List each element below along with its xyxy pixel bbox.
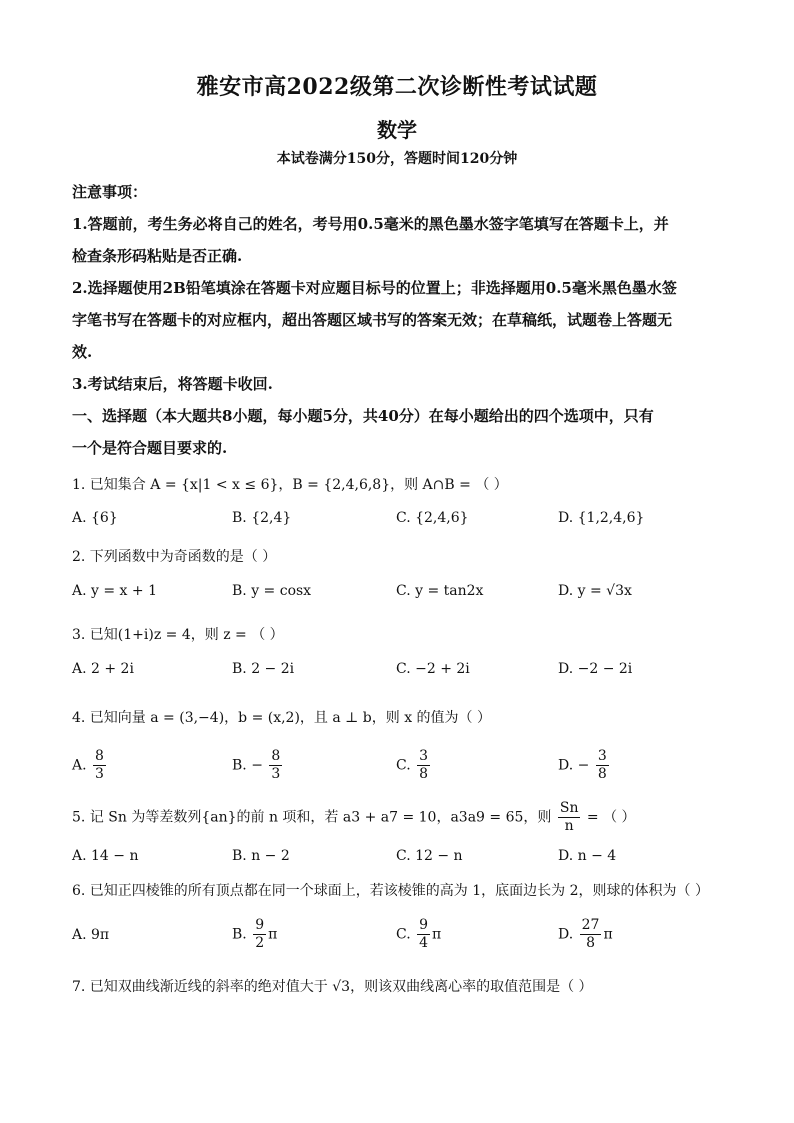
question-3-stem: 3. 已知(1+i)z = 4，则 z = （ ） bbox=[72, 627, 284, 643]
numerator: 3 bbox=[419, 748, 429, 764]
option-a: A. {6} bbox=[72, 510, 118, 526]
numerator: 27 bbox=[581, 917, 600, 933]
numerator: 9 bbox=[255, 917, 265, 933]
question-6-stem: 6. 已知正四棱锥的所有顶点都在同一个球面上，若该棱锥的高为 1，底面边长为 2，则球的体积为（ ） bbox=[72, 883, 709, 899]
option-a: A. 2 + 2i bbox=[72, 661, 134, 677]
option-c bbox=[396, 748, 432, 783]
note-line: 效. bbox=[72, 343, 93, 361]
denominator: 8 bbox=[586, 935, 596, 951]
option-c: C. y = tan2x bbox=[396, 583, 484, 599]
pi-symbol: π bbox=[268, 926, 278, 943]
fraction bbox=[596, 748, 609, 783]
notes-heading: 注意事项： bbox=[72, 183, 148, 201]
option-d: D. y = √3x bbox=[558, 583, 632, 599]
option-c: C. {2,4,6} bbox=[396, 510, 469, 526]
question-2-stem: 2. 下列函数中为奇函数的是（ ） bbox=[72, 549, 277, 565]
option-d: D. −2 − 2i bbox=[558, 661, 633, 677]
denominator: 4 bbox=[419, 935, 429, 951]
option-value: 9π bbox=[91, 927, 110, 943]
option-label: A. bbox=[72, 927, 87, 943]
question-1-stem: 1. 已知集合 A = {x|1 < x ≤ 6}，B = {2,4,6,8}，则 A∩B = （ ） bbox=[72, 477, 508, 493]
option-label: D. bbox=[558, 926, 574, 943]
option-d: D. n − 4 bbox=[558, 848, 617, 864]
denominator: 3 bbox=[271, 766, 281, 782]
denominator: 8 bbox=[597, 766, 607, 782]
option-label: D. bbox=[558, 757, 574, 774]
option-a bbox=[72, 748, 108, 783]
note-line: 2.选择题使用2B铅笔填涂在答题卡对应题目标号的位置上；非选择题用0.5毫米黑色墨水签 bbox=[72, 279, 677, 297]
option-label: C. bbox=[396, 926, 411, 943]
numerator: Sn bbox=[559, 800, 579, 816]
stem-text-end: = （ ） bbox=[586, 809, 636, 826]
question-4-stem: 4. 已知向量 a = (3,−4)，b = (x,2)，且 a ⊥ b，则 x 的值为（ ） bbox=[72, 710, 491, 726]
numerator: 8 bbox=[271, 748, 281, 764]
option-d bbox=[558, 917, 613, 952]
fraction bbox=[93, 748, 106, 783]
option-b bbox=[232, 917, 277, 952]
note-line: 检查条形码粘贴是否正确. bbox=[72, 247, 243, 265]
option-label: B. bbox=[232, 757, 247, 774]
fraction bbox=[558, 800, 581, 835]
option-b bbox=[232, 748, 284, 783]
note-line: 1.答题前，考生务必将自己的姓名，考号用0.5毫米的黑色墨水签字笔填写在答题卡上，并 bbox=[72, 215, 669, 233]
denominator: n bbox=[564, 818, 574, 834]
numerator: 8 bbox=[95, 748, 104, 764]
option-sign: − bbox=[577, 757, 590, 774]
option-c bbox=[396, 917, 441, 952]
option-b: B. y = cosx bbox=[232, 583, 312, 599]
option-d bbox=[558, 748, 611, 783]
denominator: 8 bbox=[419, 766, 429, 782]
fraction bbox=[417, 917, 430, 952]
option-d: D. {1,2,4,6} bbox=[558, 510, 645, 526]
option-c: C. −2 + 2i bbox=[396, 661, 470, 677]
option-b: B. n − 2 bbox=[232, 848, 290, 864]
option-label: B. bbox=[232, 926, 247, 943]
question-7-stem: 7. 已知双曲线渐近线的斜率的绝对值大于 √3，则该双曲线离心率的取值范围是（ ） bbox=[72, 979, 593, 995]
fraction bbox=[269, 748, 282, 783]
option-a: A. 14 − n bbox=[72, 848, 139, 864]
exam-info: 本试卷满分150分，答题时间120分钟 bbox=[276, 151, 518, 167]
pi-symbol: π bbox=[432, 926, 442, 943]
fraction bbox=[253, 917, 266, 952]
option-label: C. bbox=[396, 757, 411, 774]
fraction bbox=[417, 748, 430, 783]
denominator: 3 bbox=[95, 766, 104, 782]
stem-text: 5. 记 Sn 为等差数列{an}的前 n 项和，若 a3 + a7 = 10，a3a9 = 65，则 bbox=[72, 809, 552, 826]
section-heading: 一、选择题（本大题共8小题，每小题5分，共40分）在每小题给出的四个选项中，只有 bbox=[72, 407, 654, 425]
option-label: A. bbox=[72, 757, 87, 774]
note-line: 3.考试结束后，将答题卡收回. bbox=[72, 375, 273, 393]
option-b: B. 2 − 2i bbox=[232, 661, 295, 677]
pi-symbol: π bbox=[603, 926, 613, 943]
option-b: B. {2,4} bbox=[232, 510, 292, 526]
fraction bbox=[580, 917, 602, 952]
option-a: A. y = x + 1 bbox=[72, 583, 157, 599]
question-5-stem bbox=[72, 800, 732, 835]
numerator: 3 bbox=[597, 748, 607, 764]
option-c: C. 12 − n bbox=[396, 848, 463, 864]
option-sign: − bbox=[251, 757, 263, 774]
option-a bbox=[72, 927, 109, 943]
denominator: 2 bbox=[255, 935, 265, 951]
note-line: 字笔书写在答题卡的对应框内，超出答题区域书写的答案无效；在草稿纸，试题卷上答题无 bbox=[72, 311, 673, 329]
section-heading-cont: 一个是符合题目要求的. bbox=[72, 439, 228, 457]
notes-section bbox=[72, 176, 732, 464]
subject-title: 数学 bbox=[377, 118, 417, 142]
numerator: 9 bbox=[419, 917, 429, 933]
exam-title: 雅安市高2022级第二次诊断性考试试题 bbox=[196, 74, 598, 100]
